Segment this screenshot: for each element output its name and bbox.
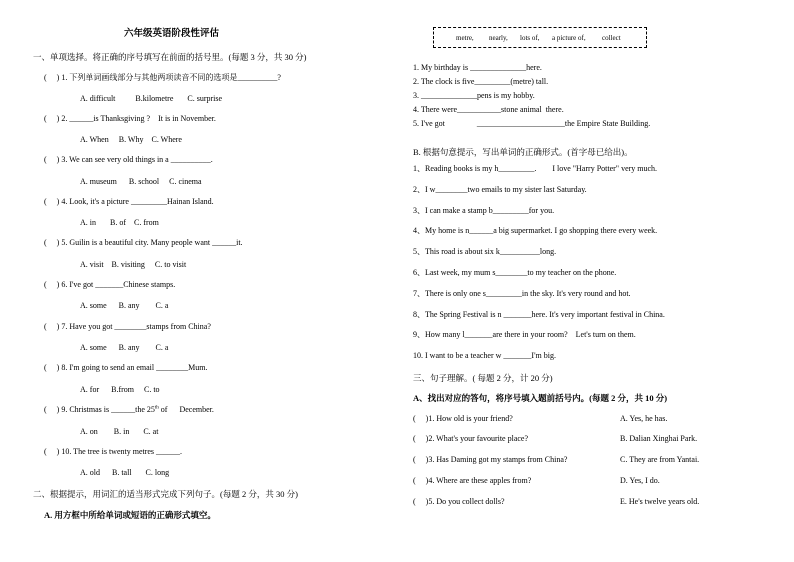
word-form-sentence-3: 3、I can make a stamp b_________for you. (413, 206, 555, 215)
word-form-sentence-2: 2、I w________two emails to my sister last Saturday. (413, 185, 587, 194)
match-question-5: ( )5. Do you collect dolls? (413, 497, 505, 506)
fill-sentence-4: 4. There were___________stone animal there. (413, 105, 564, 114)
question-1: ( ) 1. 下列单词画线部分与其他两项读音不同的选项是__________? (44, 73, 281, 82)
question-9-text: ( ) 9. Christmas is ______the 25 (44, 405, 155, 414)
word-box-item: a picture of, (552, 34, 586, 42)
question-9-options: A. on B. in C. at (80, 427, 159, 436)
word-box-item: metre, (456, 34, 474, 42)
question-2-options: A. When B. Why C. Where (80, 135, 182, 144)
word-form-sentence-8: 8、The Spring Festival is n _______here. It's very important festival in China. (413, 310, 665, 319)
word-form-sentence-7: 7、There is only one s_________in the sky. It's very round and hot. (413, 289, 631, 298)
match-question-2: ( )2. What's your favourite place? (413, 434, 529, 443)
fill-sentence-5: 5. I've got ______________________the Empire State Building. (413, 119, 651, 128)
question-9-tail: of December. (158, 405, 214, 414)
question-8: ( ) 8. I'm going to send an email ________Mum. (44, 363, 208, 372)
part2-section-b-heading: B. 根据句意提示，写出单词的正确形式。(首字母已给出)。 (413, 147, 633, 157)
word-box-item: lots of, (520, 34, 540, 42)
question-7-options: A. some B. any C. a (80, 343, 169, 352)
question-9 (44, 405, 214, 415)
word-form-sentence-6: 6、Last week, my mum s________to my teacher on the phone. (413, 268, 617, 277)
question-6-options: A. some B. any C. a (80, 301, 169, 310)
question-5: ( ) 5. Guilin is a beautiful city. Many people want ______it. (44, 238, 243, 247)
question-8-options: A. for B.from C. to (80, 385, 160, 394)
question-7: ( ) 7. Have you got ________stamps from China? (44, 322, 211, 331)
question-1-options: A. difficult B.kilometre C. surprise (80, 94, 223, 103)
part2-heading: 二、根据提示，用词汇的适当形式完成下列句子。(每题 2 分，共 30 分) (33, 489, 298, 499)
question-5-options: A. visit B. visiting C. to visit (80, 260, 187, 269)
match-question-4: ( )4. Where are these apples from? (413, 476, 532, 485)
fill-sentence-1: 1. My birthday is ______________here. (413, 63, 542, 72)
question-4: ( ) 4. Look, it's a picture _________Hainan Island. (44, 197, 214, 206)
word-box (433, 27, 647, 48)
word-form-sentence-1: 1、Reading books is my h_________. I love "Harry Potter" very much. (413, 164, 658, 173)
match-answer-a: A. Yes, he has. (620, 414, 668, 423)
part3-section-a-heading: A、找出对应的答句，将序号填入题前括号内。(每题 2 分，共 10 分) (413, 393, 668, 403)
match-answer-c: C. They are from Yantai. (620, 455, 700, 464)
match-answer-e: E. He's twelve years old. (620, 497, 700, 506)
question-10: ( ) 10. The tree is twenty metres ______. (44, 447, 183, 456)
word-form-sentence-4: 4、My home is n______a big supermarket. I go shopping there every week. (413, 226, 658, 235)
page-title: 六年级英语阶段性评估 (124, 29, 220, 39)
word-box-item: collect (602, 34, 621, 42)
word-form-sentence-9: 9、How many l_______are there in your room? Let's turn on them. (413, 330, 636, 339)
question-6: ( ) 6. I've got _______Chinese stamps. (44, 280, 176, 289)
question-3: ( ) 3. We can see very old things in a __________. (44, 155, 213, 164)
match-answer-b: B. Dalian Xinghai Park. (620, 434, 698, 443)
match-answer-d: D. Yes, I do. (620, 476, 660, 485)
word-form-sentence-10: 10. I want to be a teacher w _______I'm big. (413, 351, 556, 360)
fill-sentence-2: 2. The clock is five_________(metre) tall. (413, 77, 549, 86)
question-9-superscript: th (154, 405, 159, 411)
word-box-item: nearly, (489, 34, 508, 42)
fill-sentence-3: 3. ______________pens is my hobby. (413, 91, 535, 100)
part1-heading: 一、单项选择。将正确的序号填写在前面的括号里。(每题 3 分，共 30 分) (33, 52, 307, 62)
question-4-options: A. in B. of C. from (80, 218, 159, 227)
part2-section-a-heading: A. 用方框中所给单词或短语的正确形式填空。 (44, 510, 216, 520)
question-10-options: A. old B. tall C. long (80, 468, 170, 477)
question-3-options: A. museum B. school C. cinema (80, 177, 202, 186)
word-form-sentence-5: 5、This road is about six k__________long. (413, 247, 557, 256)
match-question-3: ( )3. Has Daming got my stamps from China? (413, 455, 568, 464)
question-2: ( ) 2. ______is Thanksgiving ? It is in November. (44, 114, 216, 123)
match-question-1: ( )1. How old is your friend? (413, 414, 513, 423)
part3-heading: 三、句子理解。( 每题 2 分，计 20 分) (413, 373, 553, 383)
